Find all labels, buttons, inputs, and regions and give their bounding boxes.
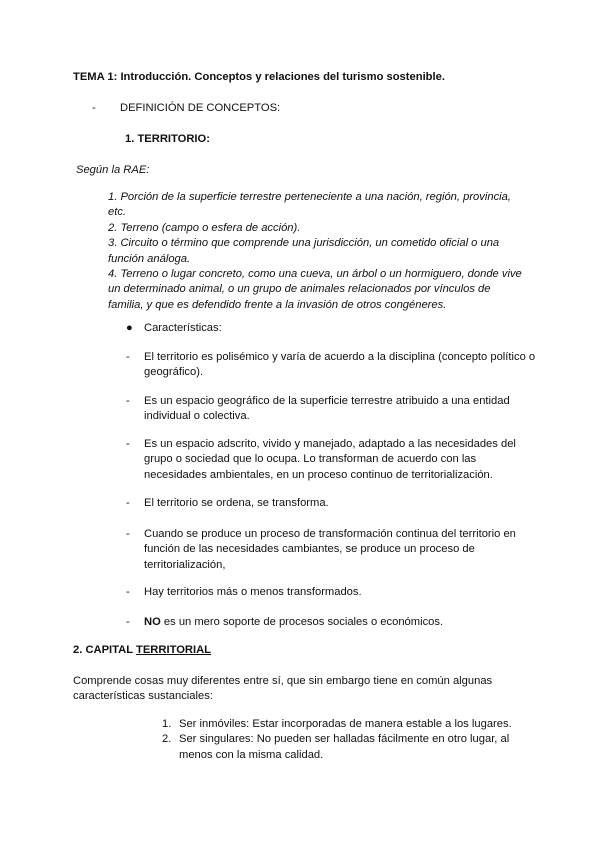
list-item (126, 527, 536, 573)
dash-marker: - (126, 438, 130, 450)
rae-label: Según la RAE: (76, 164, 150, 176)
list-item-text: Es un espacio adscrito, vivido y manejado, adaptado a las necesidades del grupo o sociedad que lo ocupa. Lo transforman de acuerdo con las necesidades ambientales, en un proceso continuo de territorialización. (144, 438, 516, 481)
rae-definition: 2. Terreno (campo o esfera de acción). (108, 221, 301, 234)
capital-ordered-list (162, 717, 522, 763)
list-item-text: Es un espacio geográfico de la superficie terrestre atribuido a una entidad individual o colectiva. (144, 395, 510, 423)
bullet-icon: ● (126, 322, 133, 334)
list-item (126, 585, 536, 600)
list-number: 1. (162, 718, 172, 730)
dash-marker: - (126, 586, 130, 598)
heading-underlined-word: TERRITORIAL (136, 644, 211, 656)
capital-paragraph: Comprende cosas muy diferentes entre sí, que sin embargo tiene en común algunas características sustanciales: (73, 675, 493, 703)
list-item (126, 350, 536, 381)
dash-marker: - (92, 102, 96, 114)
caracteristicas-bullet (126, 321, 222, 336)
list-item-text: El territorio se ordena, se transforma. (144, 497, 329, 509)
list-item (126, 437, 536, 483)
list-item-text (144, 615, 536, 630)
list-item-text: Hay territorios más o menos transformados. (144, 586, 362, 598)
bullet-label: Características: (144, 322, 222, 334)
list-item (126, 615, 536, 630)
document-title: TEMA 1: Introducción. Conceptos y relaciones del turismo sostenible. (73, 71, 445, 83)
list-item-text: Ser inmóviles: Estar incorporadas de manera estable a los lugares. (179, 718, 512, 730)
dash-marker: - (126, 616, 130, 628)
heading-capital-territorial (73, 643, 211, 658)
list-item-text: Ser singulares: No pueden ser halladas fácilmente en otro lugar, al menos con la misma calidad. (179, 733, 510, 761)
rae-definition: 3. Circuito o término que comprende una jurisdicción, un cometido oficial o una función análoga. (108, 237, 500, 265)
rae-definitions (108, 190, 528, 313)
rae-definition: 1. Porción de la superficie terrestre perteneciente a una nación, región, provincia, etc. (108, 191, 511, 219)
list-item (126, 394, 536, 425)
dash-marker: - (126, 528, 130, 540)
list-item (162, 717, 522, 732)
heading-prefix: 2. CAPITAL (73, 644, 136, 656)
list-item-text: El territorio es polisémico y varía de acuerdo a la disciplina (concepto político o geográfico). (144, 351, 536, 379)
list-item-rest: es un mero soporte de procesos sociales o económicos. (160, 616, 444, 628)
list-item (126, 496, 536, 511)
dash-marker: - (126, 395, 130, 407)
emphasis-no: NO (144, 616, 161, 628)
list-number: 2. (162, 733, 172, 746)
heading-territorio: 1. TERRITORIO: (125, 133, 210, 145)
list-item-text: Cuando se produce un proceso de transformación continua del territorio en función de las necesidades cambiantes, se produce un proceso de territorialización, (144, 528, 516, 571)
section-label: DEFINICIÓN DE CONCEPTOS: (120, 102, 281, 114)
rae-definition: 4. Terreno o lugar concreto, como una cueva, un árbol o un hormiguero, donde vive un determinado animal, o un grupo de animales relacionados por vínculos de familia, y que es defendido frente a la invasión de otros congéneres. (108, 268, 522, 311)
section-definicion (92, 101, 280, 116)
list-item (162, 732, 522, 763)
dash-marker: - (126, 497, 130, 509)
dash-marker: - (126, 351, 130, 363)
